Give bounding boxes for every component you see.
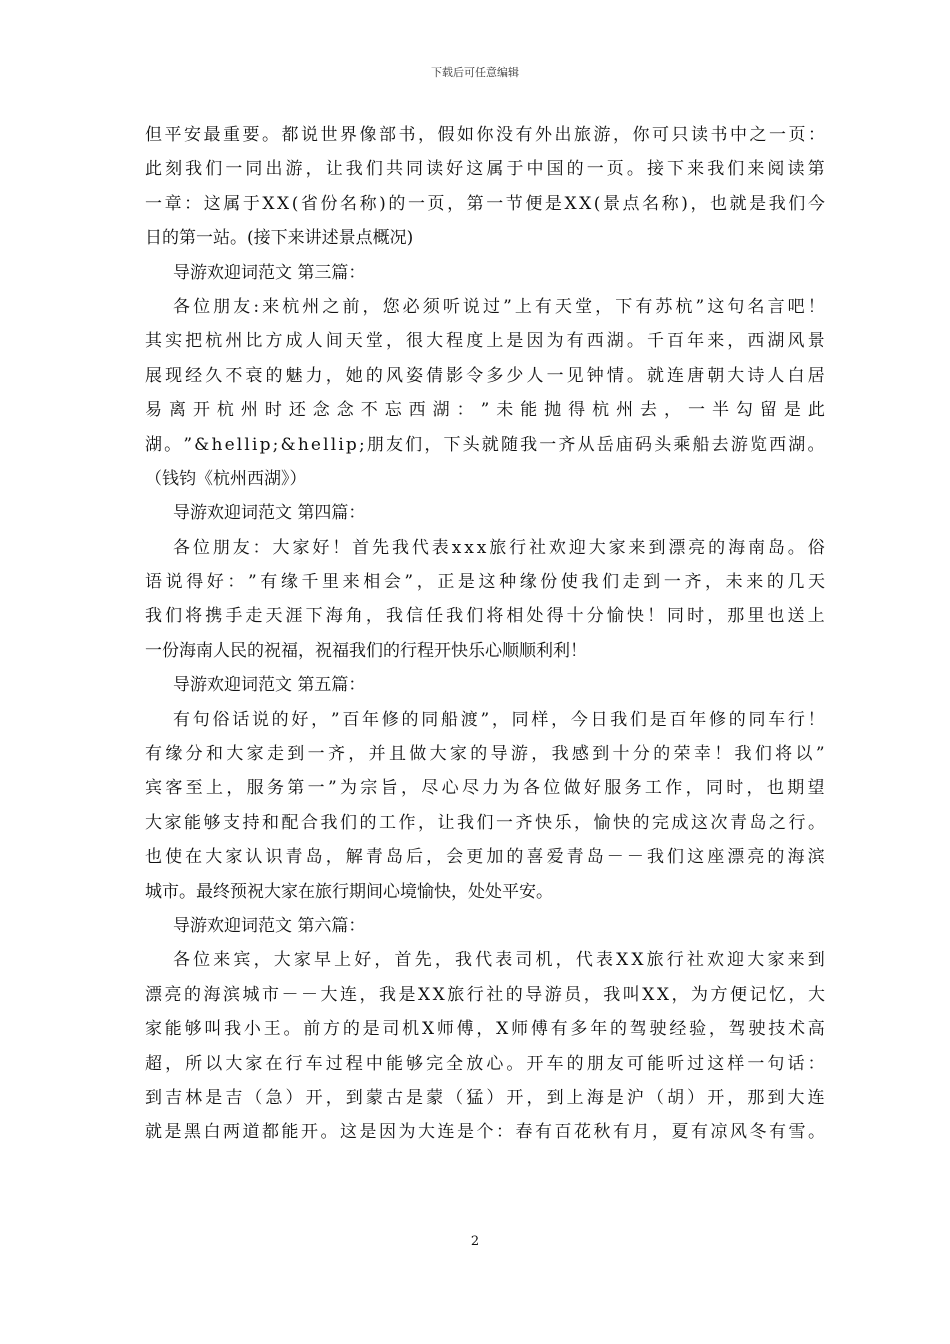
page-header: 下载后可任意编辑	[431, 66, 519, 79]
text-line: 大 家 能 够 支 持 和 配 合 我 们 的 工 作 ， 让 我 们 一 齐 快 乐 ， 愉 快 的 完 成 这 次 青 岛 之 行 。	[145, 812, 825, 833]
text-line: 但 平 安 最 重 要 。 都 说 世 界 像 部 书 ， 假 如 你 没 有 外 出 旅 游 ， 你 可 只 读 书 中 之 一 页 ：	[145, 125, 825, 145]
text-line: 超 ， 所 以 大 家 在 行 车 过 程 中 能 够 完 全 放 心 。 开 车 的 朋 友 可 能 听 过 这 样 一 句 话 ：	[145, 1053, 825, 1074]
text-line: 有 缘 分 和 大 家 走 到 一 齐 ， 并 且 做 大 家 的 导 游 ， 我 感 到 十 分 的 荣 幸 ！ 我 们 将 以 ”	[145, 744, 825, 765]
text-line: 其 实 把 杭 州 比 方 成 人 间 天 堂 ， 很 大 程 度 上 是 因 为 有 西 湖 。 千 百 年 来 ， 西 湖 风 景	[145, 331, 825, 352]
text-line: 湖 。 ” & h e l l i p ; & h e l l i p ; 朋 友 们 ， 下 头 就 随 我 一 齐 从 岳 庙 码 头 乘 船 去 游 览 西 湖 。	[145, 434, 825, 455]
text-line: 语 说 得 好 ： ” 有 缘 千 里 来 相 会 ” ， 正 是 这 种 缘 份 使 我 们 走 到 一 齐 ， 未 来 的 几 天	[145, 572, 825, 593]
paragraph-first-line: 各 位 朋 友 ： 大 家 好 ！ 首 先 我 代 表 x x x 旅 行 社 欢 迎 大 家 来 到 漂 亮 的 海 南 岛 。 俗	[173, 537, 825, 558]
text-line: 宾 客 至 上 ， 服 务 第 一 ” 为 宗 旨 ， 尽 心 尽 力 为 各 位 做 好 服 务 工 作 ， 同 时 ， 也 期 望	[145, 778, 825, 799]
text-line: 一份海南人民的祝福，祝福我们的行程开快乐心顺顺利利！	[145, 640, 587, 661]
text-line: 到 吉 林 是 吉 （ 急 ） 开 ， 到 蒙 古 是 蒙 （ 猛 ） 开 ， 到 上 海 是 沪 （ 胡 ） 开 ， 那 到 大 连	[145, 1087, 825, 1108]
paragraph-first-line: 各 位 朋 友 : 来 杭 州 之 前 ， 您 必 须 听 说 过 ” 上 有 天 堂 ， 下 有 苏 杭 ” 这 句 名 言 吧 ！	[173, 296, 825, 317]
text-line: 展 现 经 久 不 衰 的 魅 力 ， 她 的 风 姿 倩 影 令 多 少 人 一 见 钟 情 。 就 连 唐 朝 大 诗 人 白 居	[145, 365, 825, 386]
text-line: 也 使 在 大 家 认 识 青 岛 ， 解 青 岛 后 ， 会 更 加 的 喜 爱 青 岛 － － 我 们 这 座 漂 亮 的 海 滨	[145, 847, 825, 868]
text-line: 家 能 够 叫 我 小 王 。 前 方 的 是 司 机 X 师 傅 ， X 师 傅 有 多 年 的 驾 驶 经 验 ， 驾 驶 技 术 高	[145, 1019, 825, 1040]
text-line: 漂 亮 的 海 滨 城 市 － － 大 连 ， 我 是 X X 旅 行 社 的 导 游 员 ， 我 叫 X X ， 为 方 便 记 忆 ， 大	[145, 984, 825, 1005]
paragraph-first-line: 导游欢迎词范文 第五篇：	[173, 675, 366, 696]
paragraph-first-line: 导游欢迎词范文 第六篇：	[173, 915, 366, 936]
text-line: 易 离 开 杭 州 时 还 念 念 不 忘 西 湖 ： ” 未 能 抛 得 杭 州 去 ， 一 半 勾 留 是 此	[145, 400, 825, 421]
text-line: 就 是 黑 白 两 道 都 能 开 。 这 是 因 为 大 连 是 个 ： 春 有 百 花 秋 有 月 ， 夏 有 凉 风 冬 有 雪 。	[145, 1122, 825, 1143]
paragraph-first-line: 导游欢迎词范文 第三篇：	[173, 262, 366, 283]
paragraph-first-line: 导游欢迎词范文 第四篇：	[173, 503, 366, 524]
text-line: 此 刻 我 们 一 同 出 游 ， 让 我 们 共 同 读 好 这 属 于 中 国 的 一 页 。 接 下 来 我 们 来 阅 读 第	[145, 159, 825, 180]
text-line: 一 章 ： 这 属 于 X X ( 省 份 名 称 ) 的 一 页 ， 第 一 节 便 是 X X ( 景 点 名 称 ) ， 也 就 是 我 们 今	[145, 193, 825, 214]
text-line: （钱钧《杭州西湖》）	[145, 468, 307, 489]
paragraph-first-line: 各 位 来 宾 ， 大 家 早 上 好 ， 首 先 ， 我 代 表 司 机 ， 代 表 X X 旅 行 社 欢 迎 大 家 来 到	[173, 950, 825, 971]
document-body	[145, 118, 825, 1150]
paragraph-first-line: 有 句 俗 话 说 的 好 ， ” 百 年 修 的 同 船 渡 ” ， 同 样 ， 今 日 我 们 是 百 年 修 的 同 车 行 ！	[173, 709, 825, 730]
text-line: 日的第一站。(接下来讲述景点概况)	[145, 228, 414, 249]
text-line: 我 们 将 携 手 走 天 涯 下 海 角 ， 我 信 任 我 们 将 相 处 得 十 分 愉 快 ！ 同 时 ， 那 里 也 送 上	[145, 606, 825, 627]
page-number: 2	[470, 1234, 480, 1249]
text-line: 城市。最终预祝大家在旅行期间心境愉快，处处平安。	[145, 881, 553, 902]
